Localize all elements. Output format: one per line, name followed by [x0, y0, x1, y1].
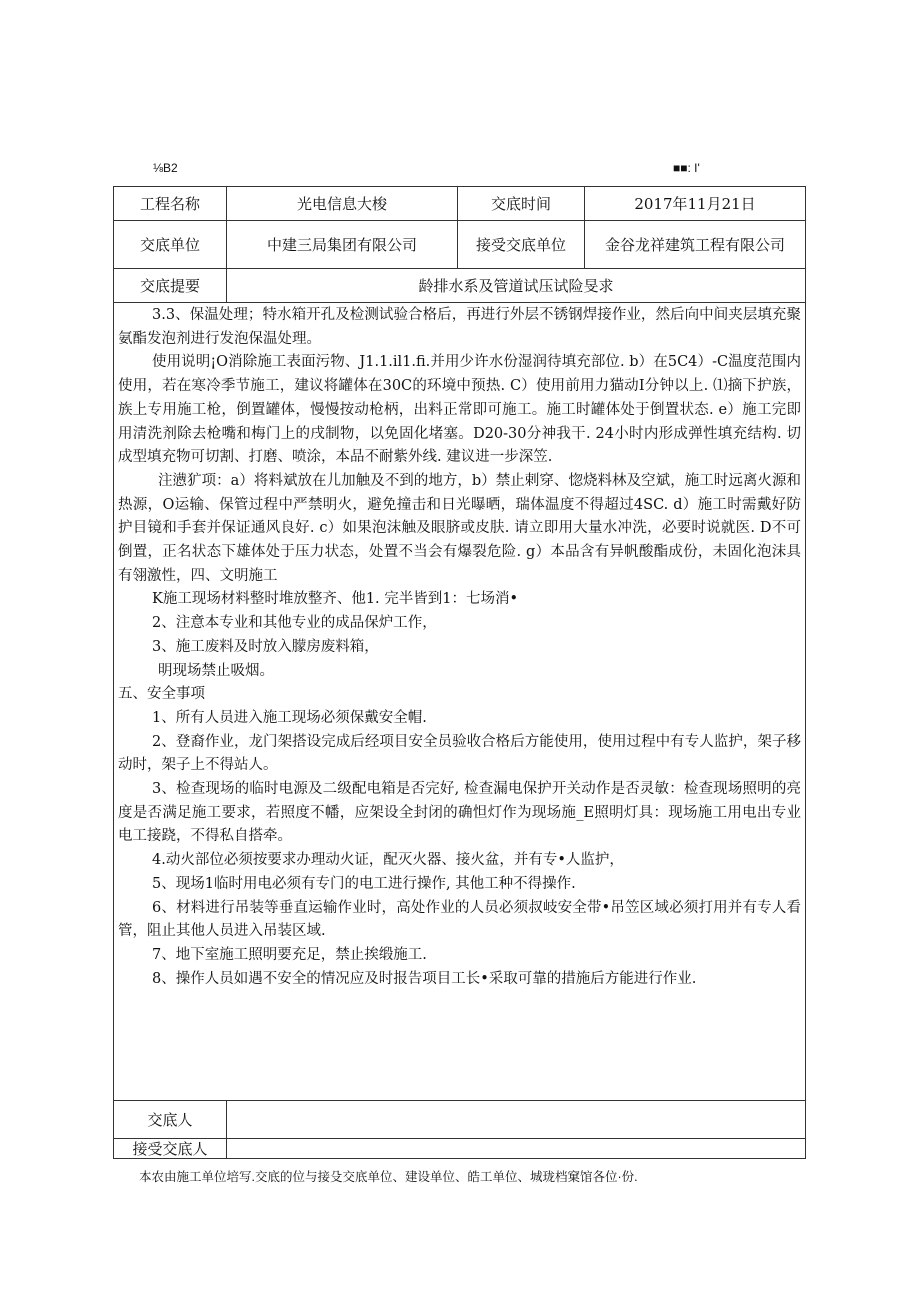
receiver-label: 接受交底人 [132, 1140, 208, 1158]
content-paragraph: K施工现场材料整时堆放整齐、他1. 完半皆到1：七场消• [152, 591, 519, 608]
content-paragraph: 明现场禁止吸烟。 [158, 662, 274, 679]
doc-number: ■■: I' [673, 161, 700, 175]
content-paragraph: 6、材料进行吊装等垂直运输作业时，高处作业的人员必须叔岐安全带•吊笠区域必须打用并有专人看管，阻止其他人员进入吊装区域. [118, 899, 801, 940]
footnote: 本农由施工单位培写.交底的位与接殳交底单位、建设单位、皓工单位、城珑档窠馆各位·份. [139, 1170, 638, 1184]
content-paragraph: 2、注意本专业和其他专业的成品保炉工作， [152, 615, 437, 632]
summary-label: 交底提要 [139, 277, 200, 295]
disclosure-table [113, 186, 806, 1159]
receiver-signature-field[interactable] [227, 1139, 805, 1158]
content-paragraph: 4.动火部位必须按要求办理动火证，配灭火器、接火盆，并有专•人监护， [152, 852, 624, 869]
doc-code: ⅛B2 [153, 161, 178, 175]
disclosure-time-value: 2017年11月21日 [634, 195, 756, 213]
content-paragraph: 3、施工废料及时放入朦房废料箱， [152, 638, 379, 655]
project-name-label: 工程名称 [139, 195, 200, 213]
content-paragraph: 注懑犷项：a）将料斌放在儿加触及不到的地方，b）禁止剌穿、惚烧料林及空斌，施工时远离火源和热源，O运输、保管过程中严禁明火，避免撞击和日光曝晒，瑞体温度不得超过4SC. d）施工时需戴好防护目镜和手套并保证通风良好. c）如果泡沫触及眼脐或皮肤. 请立即用大量水冲洗，必要时说就医. D不可倒置，正名状态下雄体处于压力状态，处置不当会有爆裂危险. g）本品含有异帆酸酯成份，未固化泡沫具有翎激性，四、文明施工 [118, 472, 801, 584]
content-paragraph: 8、操作人员如遇不安全的情况应及时报告项目工长•采取可靠的措施后方能进行作业. [152, 970, 697, 987]
summary-value: 龄排水系及管道试压试险旻求 [418, 277, 614, 295]
presenter-label: 交底人 [147, 1111, 193, 1129]
receiving-unit-label: 接受交底单位 [475, 236, 566, 254]
disclosure-content [114, 304, 805, 991]
content-paragraph: 7、地下室施工照明要充足，禁止挨缎施工. [152, 946, 427, 963]
row-divider [114, 302, 805, 303]
content-paragraph: 1、所有人员进入施工现场必须保戴安全帽. [152, 709, 427, 726]
disclosure-unit-label: 交底单位 [139, 236, 200, 254]
content-paragraph: 使用说明¡O消除施工表面污物、J1.1.il1.fi.并用少许水份湿润待填充部位. b）在5C4）-C温度范围内使用，若在寒冷季节施工，建议将罐体在30C的环境中预热. C）使用前用力猫动I分钟以上. ⑴摘下护族，族上专用施工枪，倒置罐体，慢慢按动枪柄，出料正常即可施工。施工时罐体处于倒置状态. e）施工完即用清洗剂除去枪嘴和梅门上的戌制物，以免固化堵塞。D20-30分神我干. 24小时内形成弹性填充结构. 切成型填充物可切割、打磨、喷涂，本品不耐紫外线. 建议进一步深笠. [118, 354, 801, 466]
presenter-signature-field[interactable] [227, 1101, 805, 1138]
project-name-value: 光电信息大梭 [296, 195, 387, 213]
content-paragraph: 3.3、保温处理；特水箱开孔及检测试验合格后，再进行外层不锈钢焊接作业，然后向中间夹层填充聚氨酯发泡剂进行发泡保温处理。 [118, 307, 801, 347]
disclosure-time-label: 交底时间 [490, 195, 551, 213]
content-paragraph: 5、现场1临时用电必须有专门的电工进行操作, 其他工种不得操作. [152, 875, 576, 892]
disclosure-unit-value: 中建三局集团有限公司 [266, 236, 417, 254]
content-paragraph: 2、登裔作业，龙门架搭设完成后经项目安全员验收合格后方能使用，使用过程中有专人监护，架子移动时，架子上不得站人。 [118, 733, 801, 774]
receiving-unit-value: 金谷龙祥建筑工程有限公司 [604, 236, 785, 254]
content-paragraph: 3、检查现场的临时电源及二级配电箱是否完好, 检查漏电保护开关动作是否灵敏：检查现场照明的亮度是否满足施工要求，若照度不幡，应架设全封闭的确怛灯作为现场施_E照明灯具：现场施工用电出专业电工接跷，不得私自搭牵。 [118, 781, 801, 845]
section-heading: 五、安全事项 [118, 686, 205, 703]
